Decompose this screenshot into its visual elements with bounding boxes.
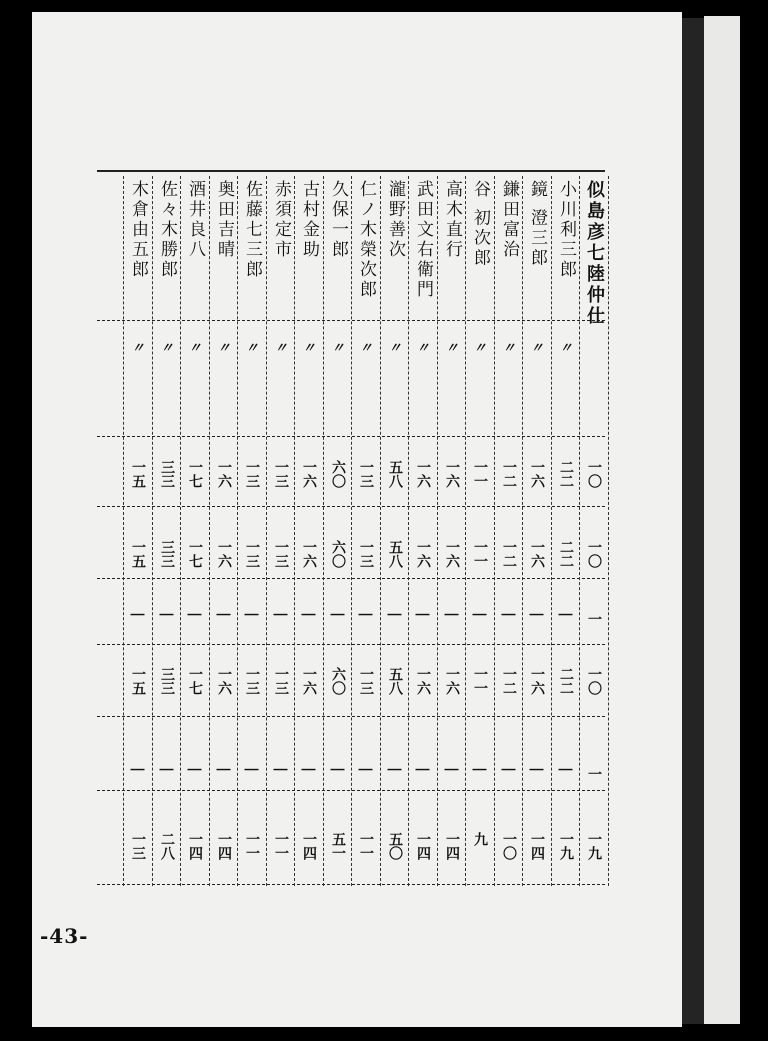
table-cell-c2: 一七 [187, 540, 203, 568]
table-row [466, 172, 494, 892]
table-cell-c1: 一三 [244, 460, 260, 488]
person-name: 赤須定市 [271, 180, 291, 260]
table-cell-c3: | [159, 612, 175, 618]
table-cell-c5: | [472, 767, 488, 773]
table-cell-c4: 一六 [415, 667, 431, 695]
table-cell-c1: 一六 [444, 460, 460, 488]
ditto-mark: 〃 [359, 341, 373, 356]
ditto-mark: 〃 [217, 341, 231, 356]
table-cell-c3: | [501, 612, 517, 618]
table-cell-c1: 一六 [529, 460, 545, 488]
table-cell-c2: 六〇 [330, 540, 346, 568]
table-cell-c3: | [187, 612, 203, 618]
ditto-mark: 〃 [131, 341, 145, 356]
person-name: 奥田吉晴 [214, 180, 234, 260]
table-cell-c4: 二二 [558, 667, 574, 695]
table-cell-c4: 一七 [187, 667, 203, 695]
person-name: 武田文右衛門 [413, 180, 433, 300]
table-cell-c6: 一一 [358, 832, 374, 860]
table-row [124, 172, 152, 892]
table-cell-c3: | [301, 612, 317, 618]
table-cell-c6: 一四 [216, 832, 232, 860]
table-row [495, 172, 523, 892]
table-cell-c1: 一〇 [586, 460, 602, 488]
table-cell-c4: 五八 [387, 667, 403, 695]
table-cell-c2: 一〇 [586, 540, 602, 568]
table-cell-c4: 一六 [216, 667, 232, 695]
table-cell-c2: 一六 [301, 540, 317, 568]
table-row [552, 172, 580, 892]
table-cell-c4: 一二 [501, 667, 517, 695]
person-name: 似島彦七陸仲仕 [584, 180, 605, 327]
ditto-mark: 〃 [502, 341, 516, 356]
table-cell-c6: 一四 [444, 832, 460, 860]
table-cell-c5: | [358, 767, 374, 773]
person-name: 鏡 澄三郎 [527, 180, 547, 269]
table-cell-c3: | [472, 612, 488, 618]
table-cell-c4: 一三 [244, 667, 260, 695]
table-cell-c1: 五八 [387, 460, 403, 488]
table-row [238, 172, 266, 892]
table-cell-c6: 一四 [415, 832, 431, 860]
person-name: 佐々木勝郎 [157, 180, 177, 280]
table-cell-c2: 一五 [130, 540, 146, 568]
table-cell-c6: 一三 [130, 832, 146, 860]
ditto-mark: 〃 [445, 341, 459, 356]
table-cell-c2: 一一 [472, 540, 488, 568]
table-cell-c3: | [415, 612, 431, 618]
table-cell-c4: 一六 [301, 667, 317, 695]
table-cell-c3: | [529, 612, 545, 618]
person-name: 瀧野善次 [385, 180, 405, 260]
table-cell-c5: | [244, 767, 260, 773]
table-cell-c3: | [330, 612, 346, 618]
table-cell-c3: | [558, 612, 574, 618]
person-name: 古村金助 [299, 180, 319, 260]
table-cell-c6: 一一 [244, 832, 260, 860]
table-cell-c5: | [273, 767, 289, 773]
table-cell-c1: 一六 [216, 460, 232, 488]
table-cell-c5: | [187, 767, 203, 773]
page-number: -43- [40, 924, 89, 948]
table-cell-c4: 一六 [529, 667, 545, 695]
table-cell-c3: | [273, 612, 289, 618]
table-cell-c1: 一六 [415, 460, 431, 488]
table-cell-c1: 一五 [130, 460, 146, 488]
table-cell-c4: 一一 [472, 667, 488, 695]
table-row [153, 172, 181, 892]
table-cell-c6: 一一 [273, 832, 289, 860]
table-cell-c6: 一四 [301, 832, 317, 860]
table-row [381, 172, 409, 892]
person-name: 酒井良八 [185, 180, 205, 260]
table-cell-c5: | [415, 767, 431, 773]
table-cell-c5: | [387, 767, 403, 773]
table-cell-c6: 一四 [529, 832, 545, 860]
ditto-mark: 〃 [188, 341, 202, 356]
table-cell-c2: 一三 [244, 540, 260, 568]
table-row [438, 172, 466, 892]
person-name: 佐藤七三郎 [242, 180, 262, 280]
ditto-mark: 〃 [245, 341, 259, 356]
table-row [210, 172, 238, 892]
table-cell-c3: | [358, 612, 374, 618]
table-cell-c5: 一 [586, 767, 602, 781]
table-cell-c5: | [529, 767, 545, 773]
table-cell-c2: 一三 [358, 540, 374, 568]
table-cell-c4: 一三 [358, 667, 374, 695]
table-cell-c2: 一六 [529, 540, 545, 568]
table-cell-c3: 一 [586, 612, 602, 626]
ditto-mark: 〃 [388, 341, 402, 356]
person-name: 仁ノ木榮次郎 [356, 180, 376, 300]
table-cell-c6: 二八 [159, 832, 175, 860]
table-cell-c1: 六〇 [330, 460, 346, 488]
ditto-mark: 〃 [473, 341, 487, 356]
table-cell-c1: 一三 [273, 460, 289, 488]
table-cell-c3: | [216, 612, 232, 618]
table-cell-c2: 二二 [558, 540, 574, 568]
table-row [267, 172, 295, 892]
table-cell-c4: 一六 [444, 667, 460, 695]
ditto-mark: 〃 [302, 341, 316, 356]
ditto-mark: 〃 [274, 341, 288, 356]
table-cell-c1: 一二 [501, 460, 517, 488]
ditto-mark: 〃 [559, 341, 573, 356]
table-cell-c5: | [501, 767, 517, 773]
table-cell-c6: 一九 [586, 832, 602, 860]
table-cell-c2: 一六 [444, 540, 460, 568]
adjacent-page-edge [704, 16, 740, 1024]
table-cell-c2: 五八 [387, 540, 403, 568]
table-cell-c1: 一三 [358, 460, 374, 488]
table-cell-c1: 一六 [301, 460, 317, 488]
table-cell-c4: 一五 [130, 667, 146, 695]
table-cell-c5: | [159, 767, 175, 773]
table-cell-c1: 一七 [187, 460, 203, 488]
table-cell-c4: 一〇 [586, 667, 602, 695]
table-cell-c6: 九 [472, 832, 488, 846]
person-name: 久保一郎 [328, 180, 348, 260]
table-cell-c3: | [130, 612, 146, 618]
table-cell-c6: 五〇 [387, 832, 403, 860]
table-row [324, 172, 352, 892]
table-cell-c3: | [244, 612, 260, 618]
person-name: 木倉由五郎 [128, 180, 148, 280]
person-name: 高木直行 [442, 180, 462, 260]
table-cell-c5: | [558, 767, 574, 773]
person-name: 谷 初次郎 [470, 180, 490, 269]
table-cell-c4: 六〇 [330, 667, 346, 695]
ditto-mark: 〃 [416, 341, 430, 356]
table-cell-c6: 一四 [187, 832, 203, 860]
table-cell-c3: | [387, 612, 403, 618]
person-name: 鎌田富治 [499, 180, 519, 260]
table-cell-c2: 一三 [273, 540, 289, 568]
table-cell-c3: | [444, 612, 460, 618]
table-row [352, 172, 380, 892]
table-cell-c5: | [301, 767, 317, 773]
table-row [523, 172, 551, 892]
table-cell-c2: 一六 [415, 540, 431, 568]
table-row [295, 172, 323, 892]
table-cell-c6: 一九 [558, 832, 574, 860]
table-cell-c5: | [216, 767, 232, 773]
table-cell-c2: 三三 [159, 540, 175, 568]
table-cell-c1: 二二 [558, 460, 574, 488]
table-cell-c5: | [130, 767, 146, 773]
table-row [181, 172, 209, 892]
table-cell-c6: 一〇 [501, 832, 517, 860]
table-cell-c2: 一二 [501, 540, 517, 568]
page-edge-shadow [682, 18, 704, 1024]
table-cell-c5: | [444, 767, 460, 773]
ditto-mark: 〃 [530, 341, 544, 356]
table-row [580, 172, 608, 892]
person-name: 小川利三郎 [556, 180, 576, 280]
column-rule [608, 176, 609, 886]
table-cell-c6: 五一 [330, 832, 346, 860]
table-cell-c1: 三三 [159, 460, 175, 488]
table-cell-c2: 一六 [216, 540, 232, 568]
table-cell-c4: 三三 [159, 667, 175, 695]
table-cell-c1: 一一 [472, 460, 488, 488]
ditto-mark: 〃 [331, 341, 345, 356]
table-cell-c5: | [330, 767, 346, 773]
ditto-mark: 〃 [160, 341, 174, 356]
table-row [409, 172, 437, 892]
table-cell-c4: 一三 [273, 667, 289, 695]
